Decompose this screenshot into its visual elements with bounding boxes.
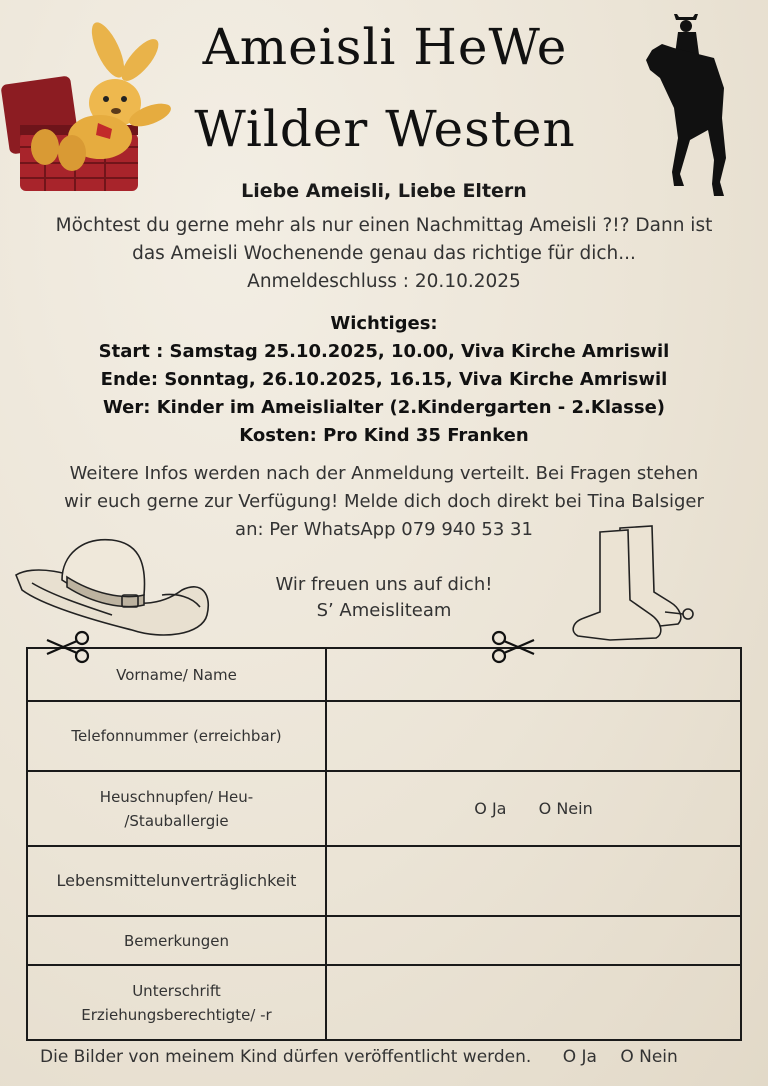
info-line-2: wir euch gerne zur Verfügung! Melde dich doch direkt bei Tina Balsiger: [64, 491, 704, 512]
form-row-phone: [27, 701, 741, 771]
scissors-icon: [486, 630, 536, 664]
info-line-1: Weitere Infos werden nach der Anmeldung verteilt. Bei Fragen stehen: [69, 463, 699, 484]
greeting: Liebe Ameisli, Liebe Eltern: [241, 180, 527, 202]
teddy-bunny-suitcase-icon: [0, 15, 172, 197]
notes-field[interactable]: [326, 916, 741, 965]
signature-field[interactable]: [326, 965, 741, 1040]
allergy-yes-option[interactable]: O Ja: [474, 798, 507, 818]
form-row-notes: [27, 916, 741, 965]
photo-consent-row: [40, 1047, 678, 1067]
closing-text: [0, 572, 768, 624]
name-label: Vorname/ Name: [27, 648, 326, 701]
title-line-2: Wilder Westen: [194, 100, 576, 158]
allergy-label: [27, 771, 326, 846]
title-line-1: Ameisli HeWe: [202, 18, 568, 76]
signature-label-line-1: Unterschrift: [132, 981, 221, 1000]
photo-consent-no[interactable]: O Nein: [620, 1047, 678, 1067]
registration-deadline: Anmeldeschluss : 20.10.2025: [247, 271, 521, 292]
registration-form: [26, 647, 742, 1041]
audience-info: Wer: Kinder im Ameislialter (2.Kindergarten - 2.Klasse): [102, 397, 666, 418]
intro-line-1: Möchtest du gerne mehr als nur einen Nachmittag Ameisli ?!? Dann ist: [55, 215, 713, 236]
allergy-label-line-1: Heuschnupfen/ Heu-: [99, 787, 254, 806]
closing-line-1: Wir freuen uns auf dich!: [275, 574, 493, 595]
form-row-allergy: [27, 771, 741, 846]
notes-label: Bemerkungen: [27, 916, 326, 965]
intro-text: [30, 212, 738, 296]
allergy-options: [326, 771, 741, 846]
form-row-signature: [27, 965, 741, 1040]
intro-line-2: das Ameisli Wochenende genau das richtige für dich...: [132, 243, 636, 264]
photo-consent-text: Die Bilder von meinem Kind dürfen veröffentlicht werden.: [40, 1047, 532, 1067]
signature-label-line-2: Erziehungsberechtigte/ -r: [81, 1005, 272, 1024]
start-info: Start : Samstag 25.10.2025, 10.00, Viva Kirche Amriswil: [98, 341, 670, 362]
food-intolerance-field[interactable]: [326, 846, 741, 916]
photo-consent-yes[interactable]: O Ja: [562, 1047, 597, 1067]
info-line-3: an: Per WhatsApp 079 940 53 31: [235, 519, 533, 540]
scissors-icon: [45, 630, 95, 664]
end-info: Ende: Sonntag, 26.10.2025, 16.15, Viva Kirche Amriswil: [100, 369, 668, 390]
allergy-no-option[interactable]: O Nein: [538, 798, 593, 818]
important-section: [0, 310, 768, 450]
food-intolerance-label: Lebensmittelunverträglichkeit: [27, 846, 326, 916]
phone-field[interactable]: [326, 701, 741, 771]
phone-label: Telefonnummer (erreichbar): [27, 701, 326, 771]
allergy-label-line-2: /Stauballergie: [124, 811, 229, 830]
important-heading: Wichtiges:: [330, 313, 438, 334]
closing-line-2: S’ Ameisliteam: [316, 600, 452, 621]
form-row-food: [27, 846, 741, 916]
cost-info: Kosten: Pro Kind 35 Franken: [239, 425, 529, 446]
signature-label: [27, 965, 326, 1040]
form-row-name: [27, 648, 741, 701]
